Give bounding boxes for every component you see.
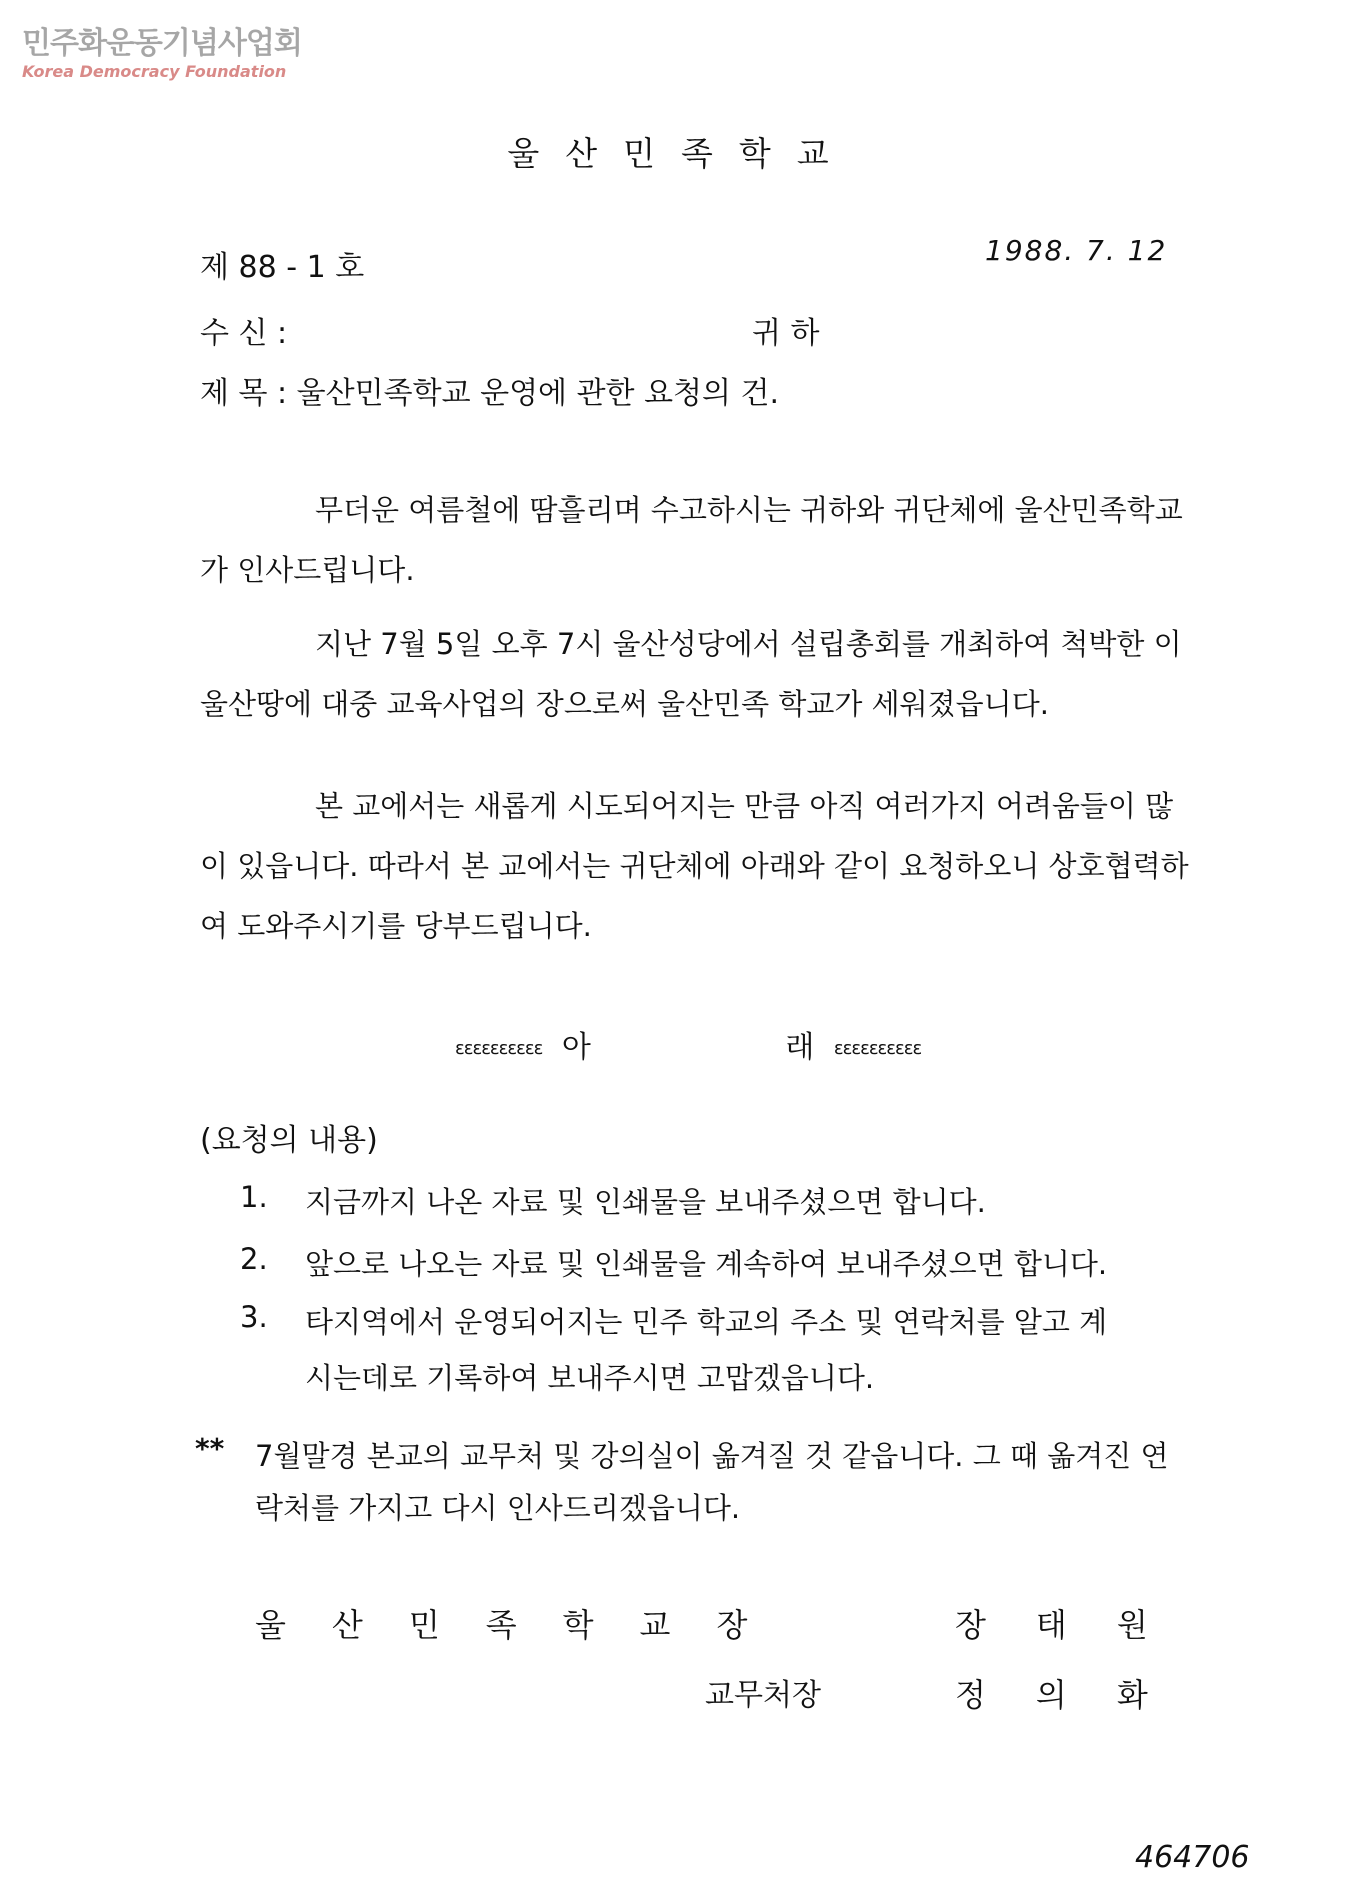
signature-title-principal: 울산민족학교장 xyxy=(255,1606,794,1644)
subject-line: 제 목 : 울산민족학교 운영에 관한 요청의 건. xyxy=(200,376,780,411)
requests-label: (요청의 내용) xyxy=(200,1123,378,1158)
request-item-text-continued: 시는데로 기록하여 보내주시면 고맙겠읍니다. xyxy=(305,1361,875,1395)
document-date: 1988. 7. 12 xyxy=(985,234,1168,267)
body-paragraph-2: 지난 7월 5일 오후 7시 울산성당에서 설립총회를 개최하여 척박한 이 울산땅에 대중 교육사업의 장으로써 울산민족 학교가 세워졌읍니다. xyxy=(200,627,1182,721)
request-item-text: 지금까지 나온 자료 및 인쇄물을 보내주셨으면 합니다. xyxy=(305,1185,986,1219)
ah-rae-right: 래 xyxy=(785,1030,815,1065)
signature-name-academic-head: 정의화 xyxy=(955,1676,1198,1714)
signature-title-academic-head: 교무처장 xyxy=(705,1678,821,1713)
decor-left: ɛɛɛɛɛɛɛɛɛɛ xyxy=(455,1038,543,1059)
request-item-text: 타지역에서 운영되어지는 민주 학교의 주소 및 연락처를 알고 계 xyxy=(305,1305,1108,1339)
note-marker: ** xyxy=(195,1432,225,1465)
recipient-honorific: 귀 하 xyxy=(752,316,820,351)
archive-number: 464706 xyxy=(1135,1840,1250,1875)
request-item-number: 1. xyxy=(240,1180,268,1214)
ah-rae-heading xyxy=(455,1022,921,1066)
document-title: 울산민족학교 xyxy=(507,134,855,173)
request-item-number: 2. xyxy=(240,1242,268,1276)
recipient-label: 수 신 : xyxy=(200,316,288,351)
watermark-korean: 민주화운동기념사업회 xyxy=(22,26,302,61)
signature-name-principal: 장태원 xyxy=(955,1606,1198,1644)
decor-right: ɛɛɛɛɛɛɛɛɛɛ xyxy=(833,1038,922,1059)
watermark-english: Korea Democracy Foundation xyxy=(22,62,287,81)
document-number: 제 88 - 1 호 xyxy=(200,250,365,285)
body-paragraph-3: 본 교에서는 새롭게 시도되어지는 만큼 아직 여러가지 어려움들이 많이 있읍니다. 따라서 본 교에서는 귀단체에 아래와 같이 요청하오니 상호협력하여 도와주시기를 당부드립니다. xyxy=(200,789,1189,943)
ah-rae-left: 아 xyxy=(561,1030,591,1065)
note-text: 7월말경 본교의 교무처 및 강의실이 옮겨질 것 같읍니다. 그 때 옮겨진 연락처를 가지고 다시 인사드리겠읍니다. xyxy=(255,1439,1169,1525)
body-paragraph-1: 무더운 여름철에 땀흘리며 수고하시는 귀하와 귀단체에 울산민족학교가 인사드립니다. xyxy=(200,493,1183,587)
request-item-text: 앞으로 나오는 자료 및 인쇄물을 계속하여 보내주셨으면 합니다. xyxy=(305,1247,1108,1281)
request-item-number: 3. xyxy=(240,1300,268,1334)
